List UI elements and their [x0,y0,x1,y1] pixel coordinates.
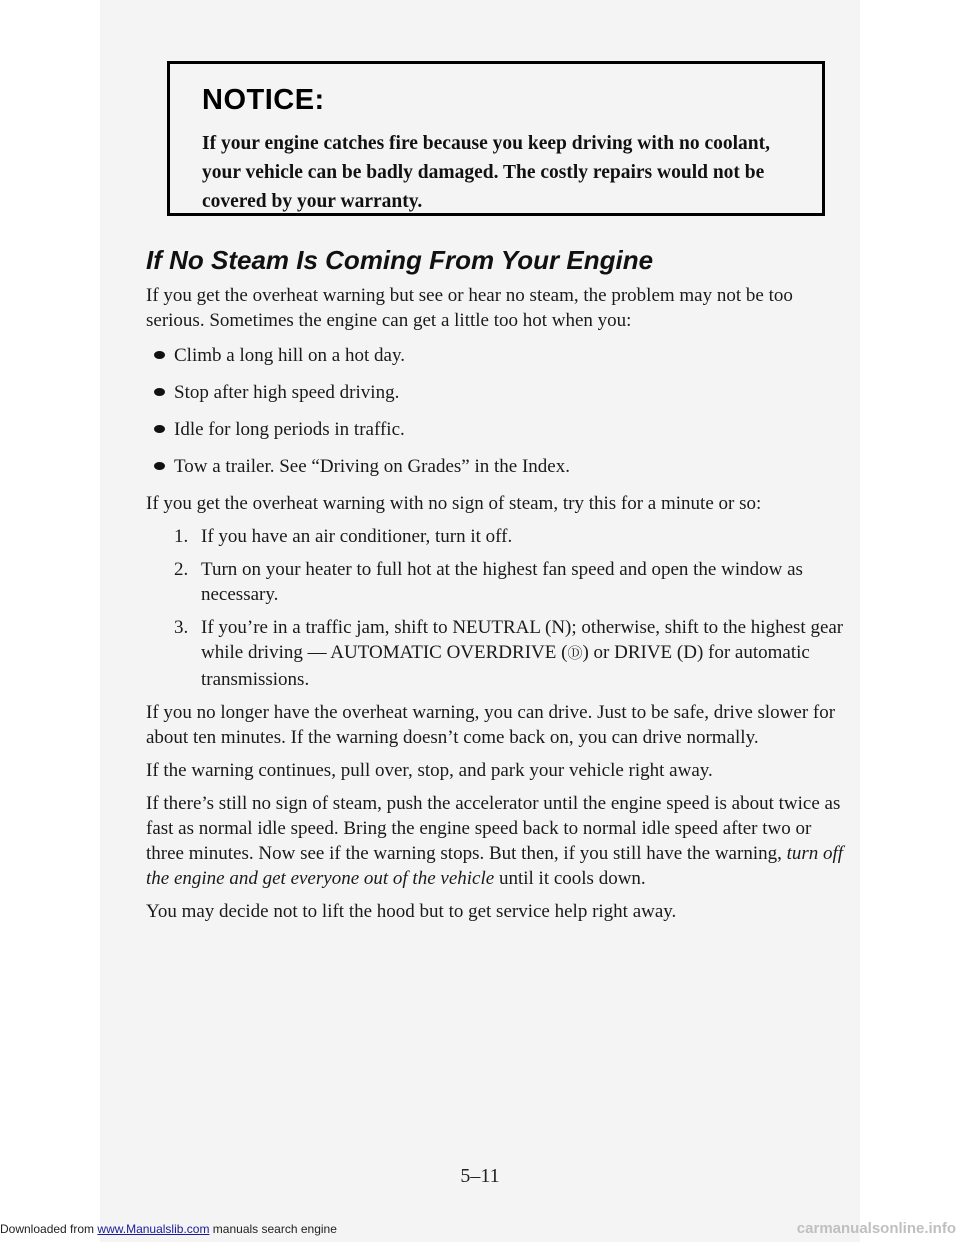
bullet-icon [154,351,165,359]
intro-paragraph: If you get the overheat warning but see or hear no steam, the problem may not be too serious. Sometimes the engine can get a little too hot when you: [146,285,793,331]
download-banner: Downloaded from www.Manualslib.com manuals search engine [0,1222,337,1236]
continues-paragraph: If the warning continues, pull over, stop, and park your vehicle right away. [146,760,713,781]
manualslib-link[interactable]: www.Manualslib.com [97,1222,210,1236]
list-item: Idle for long periods in traffic. [146,417,846,442]
still-no-steam-paragraph: If there’s still no sign of steam, push the accelerator until the engine speed is about twice as fast as normal idle speed. Bring the engine speed back to normal idle speed after two or three minutes. Now see if the warning stops. But then, if you still have the warning, turn off the engine and get everyone out of the vehicle until it cools down. [146,793,844,889]
step-text: Turn on your heater to full hot at the highest fan speed and open the window as necessary. [201,559,803,605]
list-item: Stop after high speed driving. [146,380,846,405]
step-number: 3. [174,617,189,638]
step-text: If you have an air conditioner, turn it off. [201,526,513,547]
watermark: carmanualsonline.info [796,1220,956,1237]
step-number: 1. [174,526,189,547]
step-text: If you’re in a traffic jam, shift to NEUTRAL (N); otherwise, shift to the highest gear while driving — AUTOMATIC OVERDRIVE (Ⓓ) or DRIVE (D) for automatic transmissions. [201,617,844,690]
steps-intro: If you get the overheat warning with no sign of steam, try this for a minute or so: [146,493,762,514]
list-item: Tow a trailer. See “Driving on Grades” in the Index. [146,454,846,479]
notice-box [167,61,825,216]
decide-paragraph: You may decide not to lift the hood but to get service help right away. [146,901,677,922]
conditions-list [146,343,846,479]
bullet-icon [154,388,165,396]
notice-title: NOTICE: [202,84,325,116]
emphasis-text: turn off the engine and get everyone out of the vehicle [146,843,844,889]
step-item [146,615,846,692]
step-item [146,557,846,607]
overdrive-symbol-icon: Ⓓ [567,646,583,662]
bullet-icon [154,425,165,433]
no-longer-paragraph: If you no longer have the overheat warning, you can drive. Just to be safe, drive slower for about ten minutes. If the warning doesn’t come back on, you can drive normally. [146,702,836,748]
steps-list [146,524,846,692]
section-content [146,245,846,932]
step-item [146,524,846,549]
step-number: 2. [174,559,189,580]
list-item: Climb a long hill on a hot day. [146,343,846,368]
bullet-icon [154,462,165,470]
page-number: 5–11 [460,1165,500,1187]
notice-text: If your engine catches fire because you keep driving with no coolant, your vehicle can be badly damaged. The costly repairs would not be covered by your warranty. [202,133,771,212]
section-heading: If No Steam Is Coming From Your Engine [146,245,654,275]
